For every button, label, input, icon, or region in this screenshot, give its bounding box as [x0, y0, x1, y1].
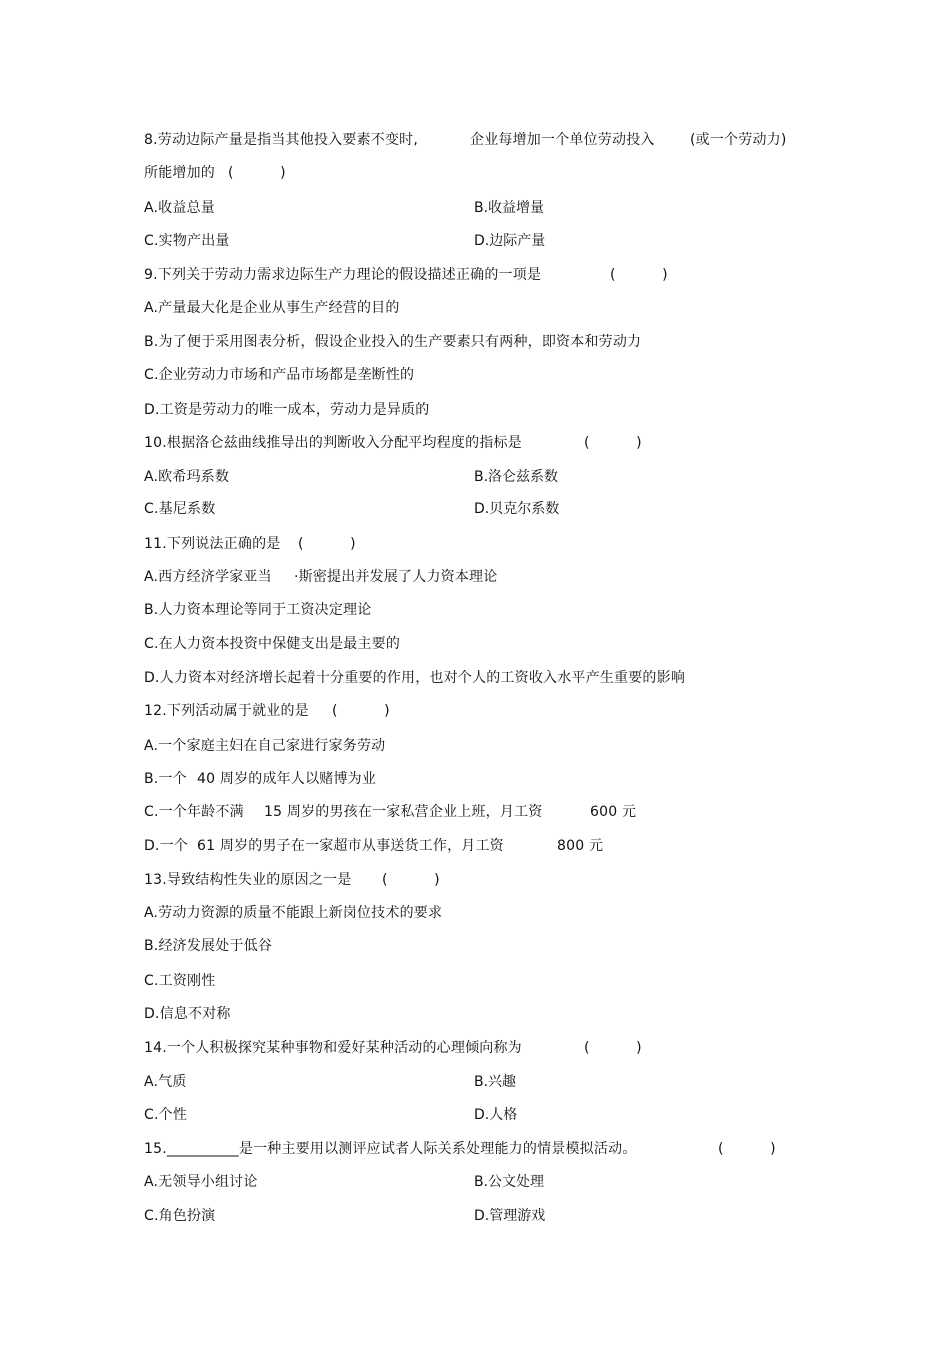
question-15-stem-text: 15.__________是一种主要用以测评应试者人际关系处理能力的情景模拟活动。 [144, 1141, 637, 1157]
question-8-option-b: B.收益增量 [474, 200, 545, 216]
question-14-stem [144, 1037, 704, 1059]
question-8-option-a: A.收益总量 [144, 200, 215, 216]
question-8-option-c: C.实物产出量 [144, 233, 230, 249]
question-15-option-b: B.公文处理 [474, 1174, 545, 1190]
question-11-option-b: B.人力资本理论等同于工资决定理论 [144, 602, 372, 618]
question-14-stem-text: 14.一个人积极探究某种事物和爱好某种活动的心理倾向称为 [144, 1040, 522, 1056]
question-10-option-c: C.基尼系数 [144, 501, 216, 517]
question-9-answer-blank: ( ) [610, 267, 668, 283]
question-12-answer-blank: ( ) [332, 703, 390, 719]
question-11-option-d: D.人力资本对经济增长起着十分重要的作用，也对个人的工资收入水平产生重要的影响 [144, 670, 686, 686]
question-9-option-c: C.企业劳动力市场和产品市场都是垄断性的 [144, 367, 415, 383]
question-13-option-c: C.工资刚性 [144, 973, 216, 989]
question-8-option-d: D.边际产量 [474, 233, 546, 249]
question-13-option-b: B.经济发展处于低谷 [144, 938, 273, 954]
question-12-option-a: A.一个家庭主妇在自己家进行家务劳动 [144, 738, 386, 754]
question-12-option-d-part-2: 61 周岁的男子在一家超市从事送货工作，月工资 [197, 838, 504, 854]
question-12-option-d-part-3: 800 元 [557, 838, 604, 854]
question-9-option-d: D.工资是劳动力的唯一成本，劳动力是异质的 [144, 402, 430, 418]
question-12-option-c [144, 801, 664, 823]
question-9-stem [144, 264, 744, 286]
question-10-answer-blank: ( ) [584, 435, 642, 451]
question-14-answer-blank: ( ) [584, 1040, 642, 1056]
question-11-option-c: C.在人力资本投资中保健支出是最主要的 [144, 636, 401, 652]
question-10-option-a: A.欧希玛系数 [144, 469, 230, 485]
question-14-option-a: A.气质 [144, 1074, 187, 1090]
question-12-option-c-part-2: 15 周岁的男孩在一家私营企业上班，月工资 [264, 804, 543, 820]
question-11-option-a-part-2: ·斯密提出并发展了人力资本理论 [294, 569, 498, 585]
question-13-option-a: A.劳动力资源的质量不能跟上新岗位技术的要求 [144, 905, 443, 921]
question-8-answer-blank: ( ) [228, 165, 286, 181]
question-12-option-d [144, 835, 624, 857]
question-11-stem [144, 533, 444, 555]
question-12-option-b-part-2: 40 周岁的成年人以赌博为业 [197, 771, 377, 787]
question-13-stem-text: 13.导致结构性失业的原因之一是 [144, 872, 352, 888]
question-9-stem-text: 9.下列关于劳动力需求边际生产力理论的假设描述正确的一项是 [144, 267, 542, 283]
question-15-option-d: D.管理游戏 [474, 1208, 546, 1224]
question-10-option-b: B.洛仑兹系数 [474, 469, 559, 485]
question-15-option-c: C.角色扮演 [144, 1208, 216, 1224]
question-9-option-a: A.产量最大化是企业从事生产经营的目的 [144, 300, 400, 316]
question-12-option-c-part-1: C.一个年龄不满 [144, 804, 244, 820]
question-8-stem-part-1: 8.劳动边际产量是指当其他投入要素不变时, [144, 132, 419, 148]
question-12-option-b [144, 768, 444, 790]
question-14-option-b: B.兴趣 [474, 1074, 517, 1090]
question-10-option-d: D.贝克尔系数 [474, 501, 560, 517]
question-13-option-d: D.信息不对称 [144, 1006, 231, 1022]
question-11-option-a-part-1: A.西方经济学家亚当 [144, 569, 272, 585]
question-12-option-d-part-1: D.一个 [144, 838, 189, 854]
question-13-answer-blank: ( ) [382, 872, 440, 888]
question-8-stem-part-2: 企业每增加一个单位劳动投入 [470, 132, 655, 148]
question-9-option-b: B.为了便于采用图表分析，假设企业投入的生产要素只有两种，即资本和劳动力 [144, 334, 642, 350]
question-12-stem-text: 12.下列活动属于就业的是 [144, 703, 309, 719]
question-12-option-b-part-1: B.一个 [144, 771, 187, 787]
question-15-stem [144, 1138, 794, 1160]
question-8-stem-part-3: (或一个劳动力) [690, 132, 787, 148]
question-15-option-a: A.无领导小组讨论 [144, 1174, 258, 1190]
question-11-stem-text: 11.下列说法正确的是 [144, 536, 281, 552]
question-8-stem-line-2 [144, 162, 444, 184]
question-8-stem-part-4: 所能增加的 [144, 165, 215, 181]
question-12-stem [144, 700, 444, 722]
question-14-option-d: D.人格 [474, 1107, 518, 1123]
question-14-option-c: C.个性 [144, 1107, 188, 1123]
question-10-stem [144, 432, 744, 454]
question-11-answer-blank: ( ) [298, 536, 356, 552]
question-11-option-a [144, 566, 544, 588]
question-8-stem-line-1 [144, 129, 844, 151]
question-15-answer-blank: ( ) [718, 1141, 776, 1157]
question-12-option-c-part-3: 600 元 [590, 804, 637, 820]
question-13-stem [144, 869, 464, 891]
question-10-stem-text: 10.根据洛仑兹曲线推导出的判断收入分配平均程度的指标是 [144, 435, 522, 451]
